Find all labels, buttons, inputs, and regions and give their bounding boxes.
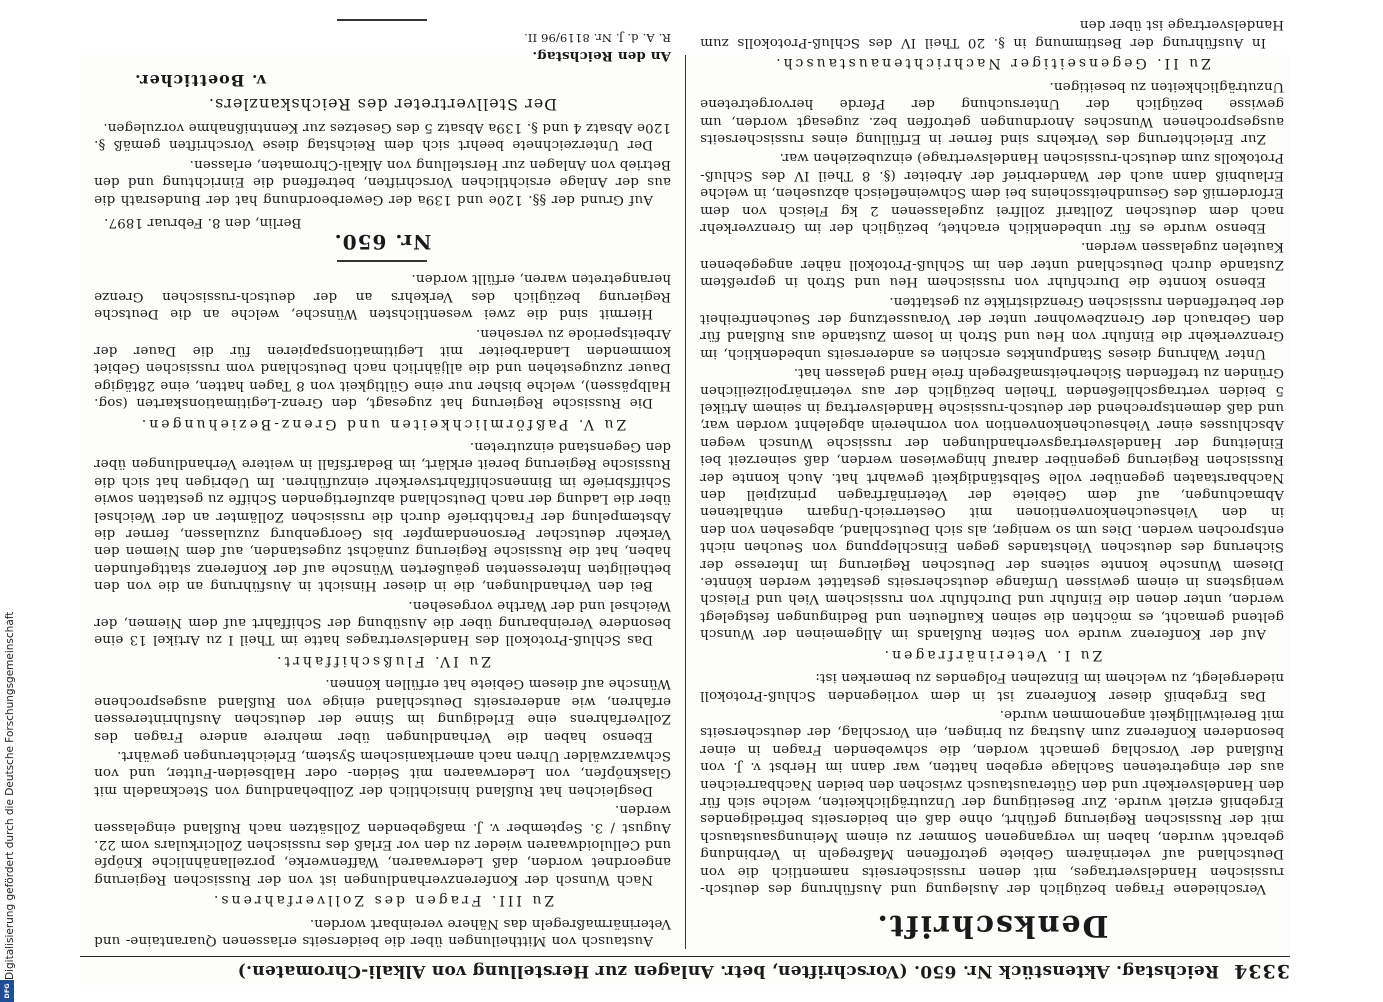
paragraph: Auf Grund der §§. 120e und 139a der Gewerbeordnung hat der Bundesrath die aus der Anlage ersichtlichen Vorschriften, betreffend die Einrichtung und den Betrieb von Anlagen zur Herstellung von Alkali-Chromaten, erlassen.	[94, 156, 671, 207]
paragraph: Ebenso haben die Verhandlungen über mehrere andere Fragen des Zollverfahrens eine Erledigung im Sinne der deutschen Ausfuhrinteressen erfahren, wie andererseits Deutschland einige von Rußland ausgesprochene Wünsche auf diesem Gebiete hat erfüllen können.	[94, 676, 671, 744]
section-heading: Zu I. Veterinärfragen.	[881, 646, 1103, 663]
dfg-logo-icon	[0, 980, 14, 1002]
section-heading: Zu II. Gegenseitiger Nachrichtenaustausch.	[773, 55, 1211, 72]
scanned-page	[80, 17, 1290, 985]
paragraph: Das Ergebniß dieser Konferenz ist in dem vorliegenden Schluß-Protokoll niedergelegt, zu welchem im Einzelnen Folgendes zu bemerken ist:	[700, 670, 1284, 703]
divider	[338, 260, 428, 262]
page-number: 3334	[1233, 960, 1290, 982]
paragraph: Ebenso konnte die Durchfuhr von russischem Heu und Stroh in gepreßtem Zustande durch Deutschland unter den im Schluß-Protokoll näher angegebenen Kautelen zugelassen werden.	[700, 239, 1284, 290]
running-head	[80, 956, 1290, 985]
paragraph: Ebenso wurde es für unbedenklich erachtet, bezüglich der im Grenzverkehr nach dem deutschen Zolltarif zollfrei zugelassenen 2 kg Fleisch von dem Erforderniß des Gesundheitsscheins bei dem Schweinefleisch abzusehen, in welche Erlaubniß dann auch der Wanderbrief der Arbeiter (§. 8 Theil IV des Schluß-Protokolls zum deutsch-russischen Handelsvertrage) einzubeziehen war.	[700, 150, 1284, 235]
paragraph: Hiermit sind die zwei wesentlichsten Wünsche, welche an die Deutsche Regierung bezüglich des Verkehrs an der deutsch-russischen Grenze herangetreten waren, erfüllt worden.	[94, 271, 671, 322]
paragraph: Auf der Konferenz wurde von Seiten Rußlands im Allgemeinen der Wunsch geltend gemacht, es möchten die seinen Kaufleuten und Bedingungen festgelegt werden, unter denen die Einfuhr und Durchfuhr von russischem Vieh und Fleisch wenigstens in einem gewissen Umfange deutscherseits gestattet werden könnte. Diesem Wunsche konnte seitens der Deutschen Regierung im Interesse der Sicherung des deutschen Viehstandes gegen Einschleppung von Seuchen nicht entsprochen werden. Dies um so weniger, als sich Deutschland, abgesehen von den in den Viehseuchenkonventionen mit Oesterreich-Ungarn enthaltenen Abmachungen, auf dem Gebiete der Veterinärfragen prinzipiell den Nachbarstaaten gegenüber volle Selbständigkeit gewahrt hat. Auch konnte der Russischen Regierung gegenüber darauf hingewiesen werden, daß seinerzeit bei Einleitung der Handelsvertragsverhandlungen der russische Wunsch wegen Abschlusses einer Viehseuchenkonvention von vornherein abgelehnt worden war, und daß dementsprechend der deutsch-russische Handelsvertrag in seinem Artikel 5 beiden vertragschließenden Theilen bezüglich der aus veterinärpolizeilichen Gründen zu treffenden Sicherheitsmaßregeln freie Hand gelassen hat.	[700, 365, 1284, 642]
addressee: An den Reichstag.	[532, 47, 671, 64]
paragraph: Unter Wahrung dieses Standpunktes erschien es andererseits unbedenklich, im Grenzverkehr die Einfuhr von Heu und Stroh in losem Zustande aus Rußland für den Gebrauch der Grenzbewohner unter der Voraussetzung der Seuchenfreiheit der betreffenden russischen Grenzdistrikte zu gestatten.	[700, 293, 1284, 361]
section-heading: Zu V. Paßförmlichkeiten und Grenz-Beziehungen.	[138, 415, 627, 432]
running-head-text: Reichstag. Aktenstück Nr. 650. (Vorschriften, betr. Anlagen zur Herstellung von Alkali-Chromaten.)	[237, 961, 1220, 981]
dfg-logo-text: DFG	[3, 983, 11, 999]
digitization-credit: Digitalisierung gefördert durch die Deutsche Forschungsgemeinschaft	[4, 611, 16, 980]
right-column	[80, 31, 685, 949]
closing-line: Der Stellvertreter des Reichskanzlers.	[207, 94, 558, 114]
paragraph: Nach Wunsch der Konferenzverhandlungen ist von der Russischen Regierung angeordnet worden, daß Lederwaaren, Waffenwerke, porzellanähnliche Knöpfe und Celluloidwaaren wieder zu den vor Erlaß des russischen Zollcirkulars vom 22. August / 3. September v. J. maßgebenden Zollsätzen nach Rußland eingelassen werden.	[94, 802, 671, 887]
paragraph: Verschiedene Fragen bezüglich der Auslegung und Ausführung des deutsch-russischen Handelsvertrages, mit denen russischerseits namentlich die von Deutschland auf veterinärem Gebiete getroffenen Maßregeln in Verbindung gebracht wurden, haben im vergangenen Sommer zu einem Meinungsaustausch mit der Russischen Regierung geführt, ohne daß ein beiderseits befriedigendes Ergebniß erzielt wurde. Zur Beseitigung der Unzuträglichkeiten, welche sich für den Handelsverkehr und den Güteraustausch zwischen den beiden Nachbarreichen aus der eingetretenen Sachlage ergeben hatten, war dann im Herbst v. J. von Rußland der Vorschlag gemacht worden, die schwebenden Fragen in einer besonderen Konferenz zum Austrag zu bringen, ein Vorschlag, der deutscherseits mit Bereitwilligkeit angenommen wurde.	[700, 706, 1284, 896]
paragraph: Die Russische Regierung hat zugesagt, den Grenz-Legitimationskarten (sog. Halbpässen), welche bisher nur eine Gültigkeit von 8 Tagen hatten, eine 28tägige Dauer zuzugestehen und die alljährlich nach Deutschland vom russischen Gebiet kommenden Landarbeiter mit Legitimationspapieren für die Dauer der Arbeitsperiode zu versehen.	[94, 325, 671, 411]
divider	[338, 20, 428, 22]
section-heading: Zu IV. Flußschiffahrt.	[274, 652, 491, 669]
section-heading: Zu III. Fragen des Zollverfahrens.	[210, 892, 555, 909]
paragraph: Desgleichen hat Rußland hinsichtlich der Zollbehandlung von Stecknadeln mit Glasknöpfen, von Lederwaaren mit Seiden- oder Halbseiden-Futter, und von Schwarzwälder Uhren nach amerikanischem System, Erleichterungen gewährt.	[94, 747, 671, 798]
paragraph: Der Unterzeichnete beehrt sich dem Reichstag diese Vorschriften gemäß §. 120e Absatz 4 und §. 139a Absatz 5 des Gesetzes zur Kenntnißnahme vorzulegen.	[94, 120, 671, 153]
reference-number: R. A. d. J. Nr. 8119/96 II.	[523, 31, 671, 46]
document-number: Nr. 650.	[333, 230, 432, 255]
paragraph: Bei den Verhandlungen, die in dieser Hinsicht in Ausführung an die von den betheiligten Interessenten geäußerten Wünsche auf der Konferenz stattgefunden haben, hat die Russische Regierung zunächst zugestanden, auf dem Niemen den Verkehr deutscher Personendampfer bis Georgenburg zuzulassen, ferner die Abstempelung der Frachtbriefe durch die russischen Zollämter an der Weichsel über die Ladung der nach Deutschland abzufertigenden Schiffe zu gestatten sowie Schiffsbriefe im Binnenschiffahrtsverkehr einzuführen. Im Uebrigen hat sich die Russische Regierung bereit erklärt, im Bedarfsfall in weitere Verhandlungen über den Gegenstand einzutreten.	[94, 439, 671, 594]
left-column	[685, 17, 1290, 949]
date-line: Berlin, den 8. Februar 1897.	[104, 215, 302, 231]
signature: v. Boetticher.	[134, 71, 267, 91]
paragraph: Austausch von Mittheilungen über die beiderseits erlassenen Quarantaine- und Veterinärmaßregeln das Nähere vereinbart worden.	[94, 915, 671, 948]
paragraph: In Ausführung der Bestimmung in §. 20 Theil IV des Schluß-Protokolls zum Handelsvertrage ist über den	[700, 17, 1284, 50]
paragraph: Das Schluß-Protokoll des Handelsvertrages hatte im Theil I zu Artikel 13 eine besondere Vereinbarung über die Ausübung der Schiffahrt auf dem Niemen, der Weichsel und der Warthe vorgesehen.	[94, 597, 671, 648]
two-column-body	[80, 17, 1290, 949]
paragraph: Zur Erleichterung des Verkehrs sind ferner in Erfüllung eines russischerseits ausgesprochenen Wunsches Anordnungen getroffen bez. zugesagt worden, um gewisse bezüglich der Untersuchung der Pferde hervorgetretene Unzuträglichkeiten zu beseitigen.	[700, 78, 1284, 146]
document-title: Denkschrift.	[875, 908, 1109, 943]
